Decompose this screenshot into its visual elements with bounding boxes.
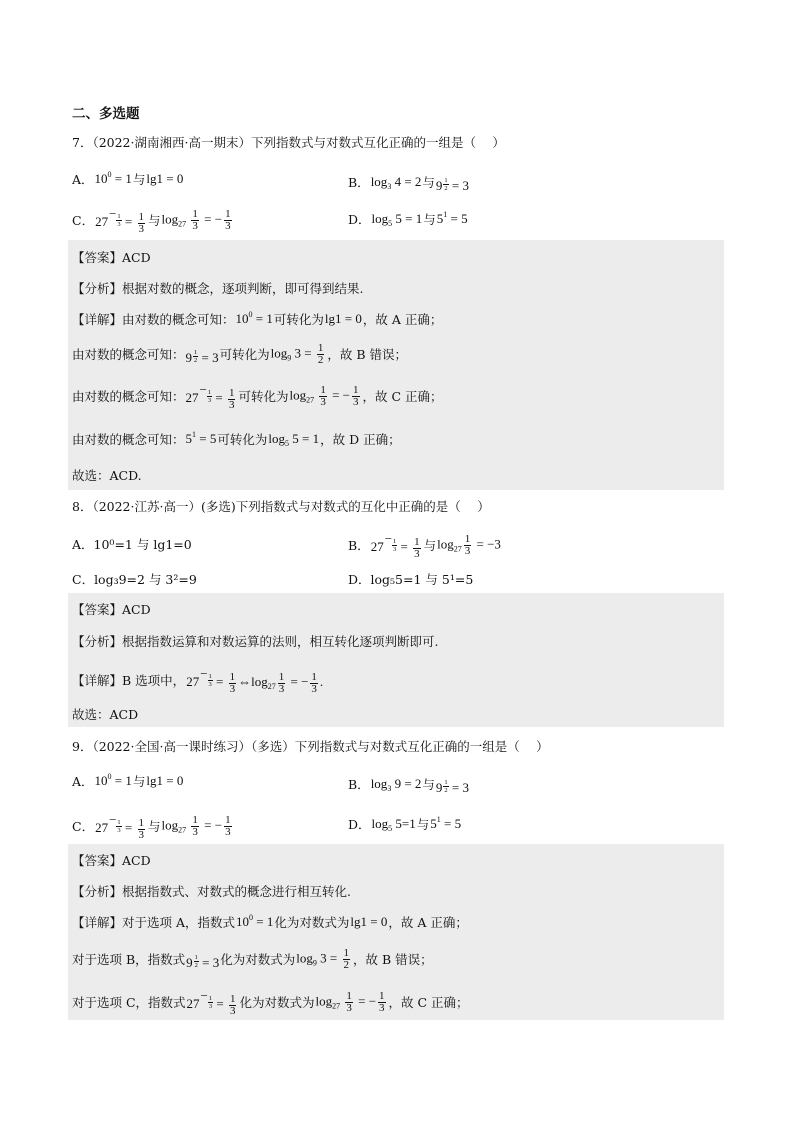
q7-option-a-connector: 与 xyxy=(132,172,146,187)
q7-detail-4-formula1: $5^1 = 5$ xyxy=(185,430,217,446)
q7-detail-2-mid: 可转化为 xyxy=(219,347,270,362)
q9-detail-2 xyxy=(72,947,433,971)
q9-detail-3 xyxy=(72,988,469,1017)
q7-detail-4-mid: 可转化为 xyxy=(217,432,268,447)
q7-detail-4-post: ，故 D 正确； xyxy=(320,432,401,447)
q8-option-b-connector: 与 xyxy=(423,538,437,554)
q7-detail-2-post: ，故 B 错误； xyxy=(327,347,407,362)
q9-detail-3-mid: 化为对数式为 xyxy=(239,995,315,1011)
q7-option-b-label: B． xyxy=(348,175,370,190)
q7-option-a-formula1: $10^0 = 1$ xyxy=(94,170,132,186)
q7-option-a-label: A． xyxy=(72,172,94,187)
q8-choice: 故选：ACD xyxy=(72,707,139,722)
q9-option-b xyxy=(348,772,470,796)
q7-option-c-formula1: 27− $\frac{1}{3}$ = $\frac{1}{3}$ xyxy=(95,206,145,235)
q9-option-a-label: A． xyxy=(72,774,94,789)
q7-detail-3-formula2: $\log_{27}$ $\frac{1}{3}$ = − $\frac{1}{3}$ xyxy=(289,383,359,408)
q8-option-b-label: B． xyxy=(348,538,370,554)
q7-detail-1 xyxy=(72,310,442,328)
q9-option-a-formula1: $10^0 = 1$ xyxy=(94,772,132,788)
q8-solution-panel xyxy=(68,593,724,727)
q7-option-c xyxy=(72,206,235,235)
q7-detail-1-pre: 由对数的概念可知： xyxy=(122,312,235,327)
q7-analysis: 【分析】根据对数的概念，逐项判断，即可得到结果. xyxy=(72,281,364,296)
q9-detail-1-pre: 对于选项 A，指数式 xyxy=(122,915,236,930)
q9-detail-3-pre: 对于选项 C，指数式 xyxy=(72,995,186,1011)
q9-option-c-formula1: 27− $\frac{1}{3}$ = $\frac{1}{3}$ xyxy=(95,812,145,841)
q9-option-d-formula2: $5^1 = 5$ xyxy=(430,815,462,831)
q7-detail-2-pre: 由对数的概念可知： xyxy=(72,347,185,362)
q9-detail-1-post: ，故 A 正确； xyxy=(388,915,468,930)
q7-detail-1-mid: 可转化为 xyxy=(273,312,324,327)
q9-option-c-formula2: $\log_{27}$ $\frac{1}{3}$ = − $\frac{1}{3}$ xyxy=(161,813,231,838)
q7-detail-2 xyxy=(72,342,407,366)
q7-detail-1-formula2: lg1 = 0 xyxy=(324,311,362,326)
q9-analysis: 【分析】根据指数式、对数式的概念进行相互转化. xyxy=(72,884,351,899)
q9-detail-3-formula2: $\log_{27}$ $\frac{1}{3}$ = − $\frac{1}{3}$ xyxy=(315,989,385,1014)
q9-detail-2-mid: 化为对数式为 xyxy=(220,952,296,967)
q7-detail-4 xyxy=(72,430,401,448)
q9-option-b-formula2: 9 $\frac{1}{2}$ = 3 xyxy=(435,779,470,795)
q9-option-a-connector: 与 xyxy=(132,774,146,789)
q7-answer: 【答案】ACD xyxy=(72,250,151,265)
q9-answer: 【答案】ACD xyxy=(72,853,151,868)
q8-option-b-formula1: 27− $\frac{1}{3}$ = $\frac{1}{3}$ xyxy=(370,531,420,560)
q9-option-b-connector: 与 xyxy=(422,777,435,792)
q8-answer: 【答案】ACD xyxy=(72,602,151,617)
q7-option-c-label: C． xyxy=(72,213,95,229)
q9-detail-2-post: ，故 B 错误； xyxy=(353,952,433,967)
q7-detail-4-formula2: $\log_5 5 = 1$ xyxy=(268,431,320,448)
q9-option-a-formula2: lg1 = 0 xyxy=(146,773,184,788)
q8-option-a: A．10⁰=1 与 lg1=0 xyxy=(72,537,192,552)
q7-option-b-formula1: $\log_3 4 = 2$ xyxy=(370,174,422,191)
q9-detail-2-formula2: $\log_9 3$ = $\frac{1}{2}$ xyxy=(296,946,349,971)
q7-detail-2-formula1: 9 $\frac{1}{2}$ = 3 xyxy=(185,349,219,365)
q8-option-b xyxy=(348,531,502,560)
q9-option-d xyxy=(348,815,462,833)
q7-detail-2-formula2: $\log_9 3$ = $\frac{1}{2}$ xyxy=(270,341,324,366)
q8-detail-pre: B 选项中， xyxy=(122,673,186,689)
q7-detail-1-formula1: $10^0 = 1$ xyxy=(235,310,273,326)
q9-detail-2-pre: 对于选项 B，指数式 xyxy=(72,952,186,967)
q7-option-c-connector: 与 xyxy=(148,213,161,229)
question-9-stem: 9．（2022·全国·高一课时练习）（多选）下列指数式与对数式互化正确的一组是（ ） xyxy=(72,739,549,754)
q9-detail-1-formula2: lg1 = 0 xyxy=(350,914,388,929)
q9-detail-3-post: ，故 C 正确； xyxy=(388,995,469,1011)
q7-option-b-formula2: 9 $\frac{1}{2}$ = 3 xyxy=(435,177,470,193)
q7-option-d-formula1: $\log_5 5 = 1$ xyxy=(371,211,423,228)
q9-option-b-formula1: $\log_3 9 = 2$ xyxy=(370,776,422,793)
q7-option-d-connector: 与 xyxy=(423,212,436,227)
q9-detail-3-formula1: 27− $\frac{1}{3}$ = $\frac{1}{3}$ xyxy=(186,988,236,1017)
question-7-stem: 7．（2022·湖南湘西·高一期末）下列指数式与对数式互化正确的一组是（ ） xyxy=(72,135,505,150)
section-title: 二、多选题 xyxy=(72,106,140,122)
q7-detail-head: 【详解】 xyxy=(72,312,123,327)
q7-detail-3-pre: 由对数的概念可知： xyxy=(72,389,185,405)
q7-detail-4-pre: 由对数的概念可知： xyxy=(72,432,185,447)
q8-detail xyxy=(72,666,324,695)
q7-option-d-label: D． xyxy=(348,212,371,227)
q8-detail-head: 【详解】 xyxy=(72,673,123,689)
q7-detail-3-mid: 可转化为 xyxy=(238,389,289,405)
q7-detail-3 xyxy=(72,382,443,411)
q8-option-c: C．log₃9=2 与 3²=9 xyxy=(72,572,197,587)
question-8-stem: 8．（2022·江苏·高一）(多选)下列指数式与对数式的互化中正确的是（ ） xyxy=(72,499,490,514)
q9-option-d-formula1: $\log_5 5=1$ xyxy=(371,816,416,833)
q8-option-b-formula2: $\log_{27}$ $\frac{1}{3}$ = −3 xyxy=(437,532,501,557)
q9-detail-1-mid: 化为对数式为 xyxy=(274,915,350,930)
q7-option-c-formula2: $\log_{27}$ $\frac{1}{3}$ = − $\frac{1}{3}$ xyxy=(161,207,231,232)
q8-analysis: 【分析】根据指数运算和对数运算的法则，相互转化逐项判断即可. xyxy=(72,634,439,649)
q9-option-b-label: B． xyxy=(348,777,370,792)
q7-option-a xyxy=(72,170,184,188)
q9-option-c-connector: 与 xyxy=(148,819,161,835)
q7-option-d xyxy=(348,210,469,228)
q9-detail-2-formula1: 9 $\frac{1}{2}$ = 3 xyxy=(186,954,220,970)
q7-option-d-formula2: $5^1 = 5$ xyxy=(436,210,468,226)
q9-detail-head: 【详解】 xyxy=(72,915,123,930)
q7-choice: 故选：ACD. xyxy=(72,468,142,483)
q9-option-c-label: C． xyxy=(72,819,95,835)
q7-detail-3-post: ，故 C 正确； xyxy=(362,389,443,405)
q8-detail-formula: 27− $\frac{1}{3}$ = $\frac{1}{3}$ $\Leftrightarrow\log_{27}$ $\frac{1}{3}$ = − $\frac{1}{3}$ . xyxy=(186,666,324,695)
q7-detail-1-post: ，故 A 正确； xyxy=(362,312,443,327)
q9-detail-1 xyxy=(72,913,468,931)
q7-option-b xyxy=(348,170,470,194)
q7-option-a-formula2: lg1 = 0 xyxy=(146,171,184,186)
q9-option-a xyxy=(72,772,184,790)
q8-option-d: D．log₅5=1 与 5¹=5 xyxy=(348,572,474,587)
q9-detail-1-formula1: $10^0 = 1$ xyxy=(236,913,274,929)
q9-option-c xyxy=(72,812,235,841)
q9-option-d-label: D． xyxy=(348,817,371,832)
q7-option-b-connector: 与 xyxy=(422,175,435,190)
q7-detail-3-formula1: 27− $\frac{1}{3}$ = $\frac{1}{3}$ xyxy=(185,382,235,411)
q9-option-d-connector: 与 xyxy=(416,817,430,832)
